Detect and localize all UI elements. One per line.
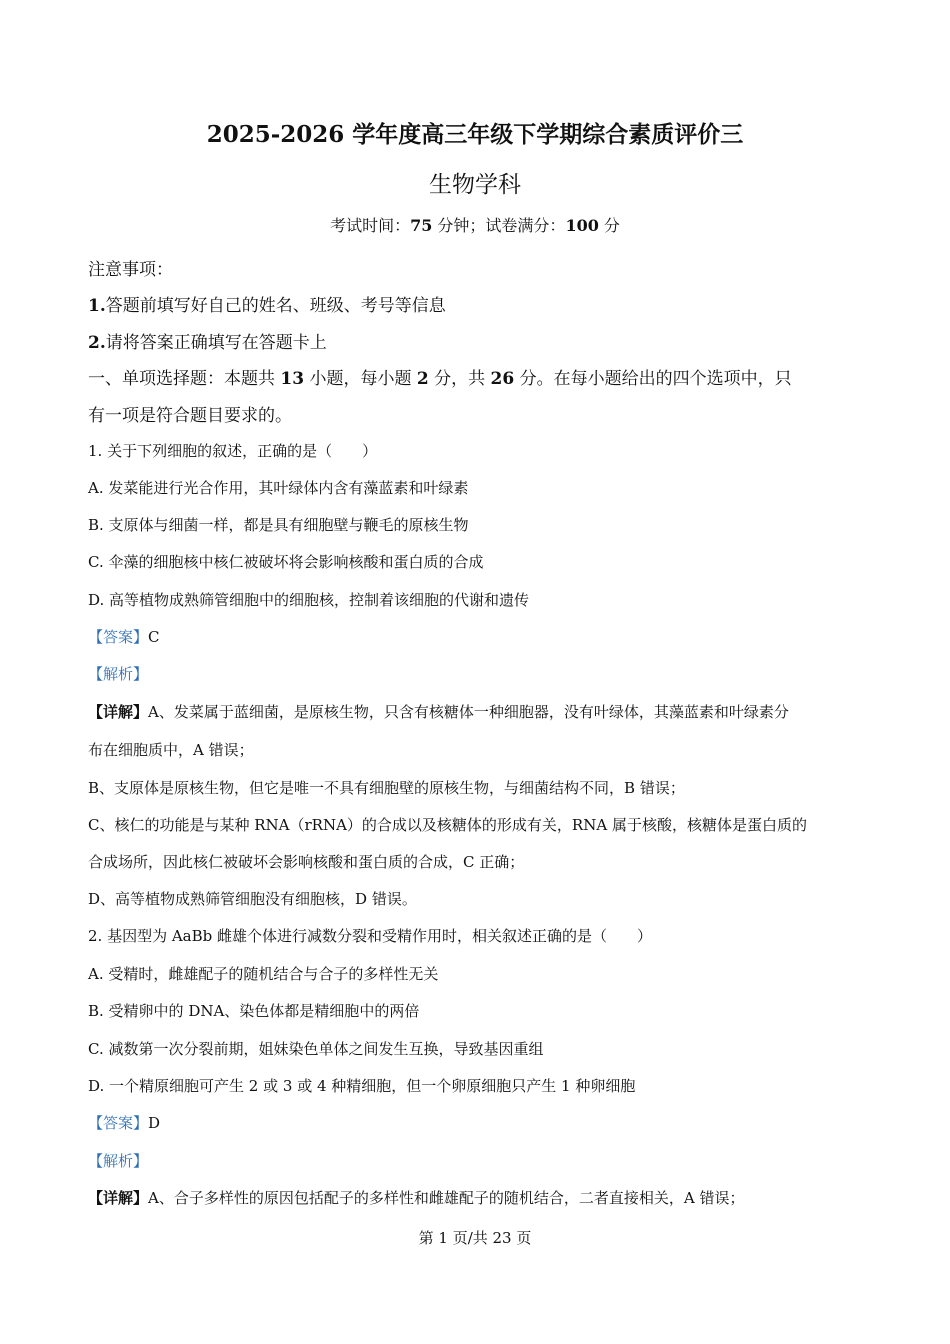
q1-detail-1a [88, 701, 878, 722]
section-text: 一、单项选择题：本题共 [88, 369, 281, 389]
q2-analysis-label: 【解析】 [88, 1152, 149, 1170]
section-instruction-line-2: 有一项是符合题目要求的。 [88, 406, 292, 426]
note-item-2-text: 请将答案正确填写在答题卡上 [105, 333, 327, 353]
detail-label: 【详解】 [88, 1189, 149, 1207]
q1-detail-2: B、支原体是原核生物，但它是唯一不具有细胞壁的原核生物，与细菌结构不同，B 错误； [88, 779, 685, 797]
q2-answer [88, 1112, 878, 1133]
notes-heading: 注意事项： [88, 260, 173, 280]
section-text: 分。在每小题给出的四个选项中，只 [514, 369, 792, 389]
q1-detail-3a: C、核仁的功能是与某种 RNA（rRNA）的合成以及核糖体的形成有关，RNA 属于核酸，核糖体是蛋白质的 [88, 816, 807, 834]
q1-option-b: B. 支原体与细菌一样，都是具有细胞壁与鞭毛的原核生物 [88, 516, 469, 534]
q1-option-c: C. 伞藻的细胞核中核仁被破坏将会影响核酸和蛋白质的合成 [88, 553, 484, 571]
exam-time-unit: 分钟；试卷满分： [432, 216, 566, 235]
exam-time-value: 75 [410, 216, 433, 235]
q1-stem: 1. 关于下列细胞的叙述，正确的是（ ） [88, 442, 378, 460]
subject-title: 生物学科 [429, 172, 521, 198]
exam-meta [0, 213, 950, 236]
q1-option-d: D. 高等植物成熟筛管细胞中的细胞核，控制着该细胞的代谢和遗传 [88, 591, 530, 609]
q1-answer [88, 626, 878, 647]
section-text: 分，共 [428, 369, 491, 389]
q2-stem: 2. 基因型为 AaBb 雌雄个体进行减数分裂和受精作用时，相关叙述正确的是（ ） [88, 927, 653, 945]
answer-value: C [148, 628, 160, 646]
q2-option-a: A. 受精时，雌雄配子的随机结合与合子的多样性无关 [88, 965, 439, 983]
section-instruction-line-1 [88, 364, 878, 389]
full-score-unit: 分 [598, 216, 620, 235]
q2-option-d: D. 一个精原细胞可产生 2 或 3 或 4 种精细胞，但一个卵原细胞只产生 1 种卵细胞 [88, 1077, 636, 1095]
answer-label: 【答案】 [88, 1114, 149, 1132]
q1-analysis-label: 【解析】 [88, 665, 149, 683]
points-each: 2 [416, 369, 429, 389]
q2-option-b: B. 受精卵中的 DNA、染色体都是精细胞中的两倍 [88, 1002, 420, 1020]
page-footer: 第 1 页/共 23 页 [418, 1229, 532, 1247]
detail-label: 【详解】 [88, 703, 149, 721]
q1-detail-4: D、高等植物成熟筛管细胞没有细胞核，D 错误。 [88, 890, 417, 908]
detail-text: A、发菜属于蓝细菌，是原核生物，只含有核糖体一种细胞器，没有叶绿体，其藻蓝素和叶绿素分 [148, 703, 789, 721]
q2-detail-1 [88, 1187, 878, 1208]
q1-option-a: A. 发菜能进行光合作用，其叶绿体内含有藻蓝素和叶绿素 [88, 479, 469, 497]
q2-option-c: C. 减数第一次分裂前期，姐妹染色单体之间发生互换，导致基因重组 [88, 1040, 544, 1058]
note-item-2-number: 2. [88, 333, 106, 353]
note-item-1 [88, 291, 878, 316]
points-total: 26 [490, 369, 515, 389]
detail-text: A、合子多样性的原因包括配子的多样性和雌雄配子的随机结合，二者直接相关，A 错误； [148, 1189, 745, 1207]
q1-detail-3b: 合成场所，因此核仁被破坏会影响核酸和蛋白质的合成，C 正确； [88, 853, 525, 871]
note-item-1-text: 答题前填写好自己的姓名、班级、考号等信息 [105, 296, 446, 316]
answer-value: D [148, 1114, 161, 1132]
answer-label: 【答案】 [88, 628, 149, 646]
q1-detail-1b: 布在细胞质中，A 错误； [88, 741, 254, 759]
exam-time-label: 考试时间： [330, 216, 411, 235]
note-item-2 [88, 328, 878, 353]
section-text: 小题，每小题 [304, 369, 417, 389]
full-score-value: 100 [565, 216, 599, 235]
question-count: 13 [280, 369, 305, 389]
note-item-1-number: 1. [88, 296, 106, 316]
document-title: 2025-2026 学年度高三年级下学期综合素质评价三 [206, 121, 744, 148]
